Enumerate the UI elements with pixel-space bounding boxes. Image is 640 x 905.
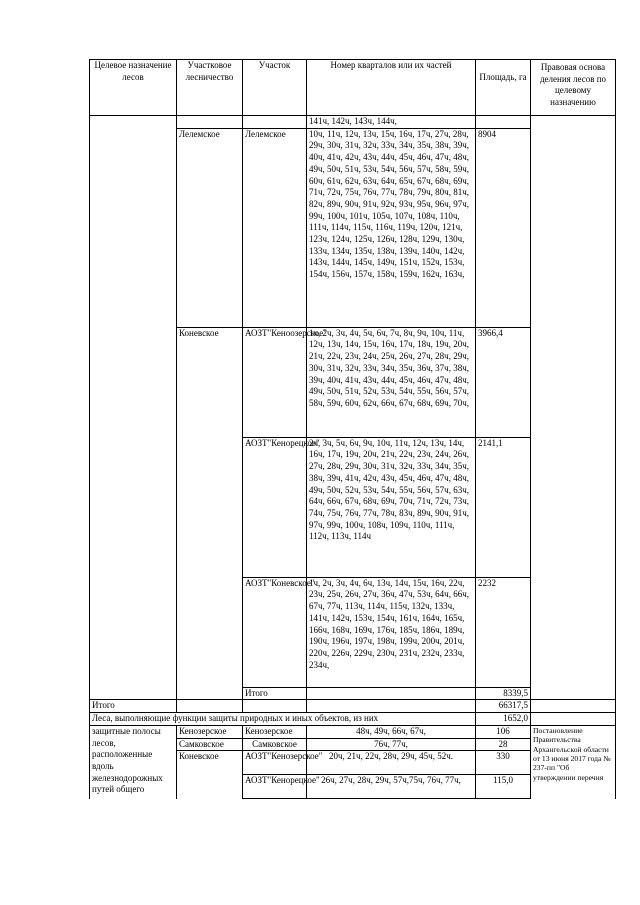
district-cell-empty	[177, 116, 243, 129]
plot-cell: Кенозерское	[243, 725, 307, 738]
district-cell: Лелемское	[177, 128, 243, 327]
area-cell: 8904	[476, 128, 531, 327]
table-row	[90, 116, 616, 129]
quarters-cell: 26ч, 27ч, 28ч, 29ч, 57ч,75ч, 76ч, 77ч,	[307, 775, 476, 799]
plot-cell: АОЗТ"Кенорецкое"	[243, 775, 307, 799]
district-cell: Кенозерское	[177, 725, 243, 738]
header-area: Площадь, га	[476, 60, 531, 116]
total-label: Итого	[90, 700, 177, 713]
quarters-cell: 20ч, 21ч, 22ч, 28ч, 29ч, 45ч, 52ч.	[307, 751, 476, 775]
protect-row	[90, 713, 616, 726]
rail-row	[90, 725, 616, 738]
protect-value: 1652,0	[476, 713, 531, 726]
header-quarters: Номер кварталов или их частей	[307, 60, 476, 116]
area-cell-empty	[476, 116, 531, 129]
quarters-cell: 10ч, 11ч, 12ч, 13ч, 15ч, 16ч, 17ч, 27ч, 28ч, 29ч, 30ч, 31ч, 32ч, 33ч, 34ч, 35ч, 38ч, 39ч, 40ч, 41ч, 42ч, 43ч, 44ч, 45ч, 46ч, 47ч, 48ч, 49ч, 50ч, 51ч, 53ч, 54ч, 56ч, 57ч, 58ч, 59ч, 60ч, 61ч, 62ч, 63ч, 64ч, 65ч, 67ч, 68ч, 69ч, 71ч, 72ч, 75ч, 76ч, 77ч, 78ч, 79ч, 80ч, 81ч, 82ч, 89ч, 90ч, 91ч, 92ч, 93ч, 95ч, 96ч, 97ч, 99ч, 100ч, 101ч, 105ч, 107ч, 108ч, 110ч, 111ч, 114ч, 115ч, 116ч, 119ч, 120ч, 121ч, 123ч, 124ч, 125ч, 126ч, 128ч, 129ч, 130ч, 133ч, 134ч, 135ч, 138ч, 139ч, 140ч, 142ч, 143ч, 144ч, 145ч, 149ч, 151ч, 152ч, 153ч, 154ч, 156ч, 157ч, 158ч, 159ч, 162ч, 163ч,	[307, 128, 476, 327]
plot-cell-empty	[243, 700, 307, 713]
rail-legal-basis: Постановление Правительства Архангельской области от 13 июня 2017 года № 237-пп "Об утверждении перечня	[531, 725, 616, 798]
area-cell: 115,0	[476, 775, 531, 799]
subtotal-value: 8339,5	[476, 687, 531, 700]
quarters-cell-empty	[307, 687, 476, 700]
plot-cell: Лелемское	[243, 128, 307, 327]
plot-cell: АОЗТ"Кеноозерское"	[243, 327, 307, 437]
protect-label: Леса, выполняющие функции защиты природных и иных объектов, из них	[90, 713, 476, 726]
quarters-cell-empty	[307, 700, 476, 713]
forest-purpose-table	[89, 59, 616, 799]
subtotal-label: Итого	[243, 687, 307, 700]
district-cell: Коневское	[177, 327, 243, 700]
area-cell: 2141,1	[476, 437, 531, 577]
header-legal-basis: Правовая основа деления лесов по целевому назначению	[531, 60, 616, 116]
quarters-cell: 1ч, 2ч, 3ч, 4ч, 5ч, 6ч, 7ч, 8ч, 9ч, 10ч, 11ч, 12ч, 13ч, 14ч, 15ч, 16ч, 17ч, 18ч, 19ч, 20ч, 21ч, 22ч, 23ч, 24ч, 25ч, 26ч, 27ч, 28ч, 29ч, 30ч, 31ч, 32ч, 33ч, 34ч, 35ч, 36ч, 37ч, 38ч, 39ч, 40ч, 41ч, 43ч, 44ч, 45ч, 46ч, 47ч, 48ч, 49ч, 50ч, 51ч, 52ч, 53ч, 54ч, 55ч, 56ч, 57ч, 58ч, 59ч, 60ч, 62ч, 66ч, 67ч, 68ч, 69ч, 70ч,	[307, 327, 476, 437]
header-plot: Участок	[243, 60, 307, 116]
legal-basis-cell-empty	[531, 116, 616, 700]
district-cell-empty	[177, 700, 243, 713]
quarters-cell: 141ч, 142ч, 143ч, 144ч,	[307, 116, 476, 129]
total-row	[90, 700, 616, 713]
purpose-cell-empty	[90, 116, 177, 700]
plot-cell-empty	[243, 116, 307, 129]
plot-cell: АОЗТ"Кенозерское"	[243, 751, 307, 775]
plot-cell: Самковское	[243, 738, 307, 751]
quarters-cell: 2ч, 3ч, 5ч, 6ч, 9ч, 10ч, 11ч, 12ч, 13ч, 14ч, 16ч, 17ч, 19ч, 20ч, 21ч, 22ч, 23ч, 24ч, 26ч, 27ч, 28ч, 29ч, 30ч, 31ч, 32ч, 33ч, 34ч, 35ч, 38ч, 39ч, 41ч, 42ч, 43ч, 45ч, 46ч, 47ч, 48ч, 49ч, 50ч, 52ч, 53ч, 54ч, 55ч, 56ч, 57ч, 63ч, 64ч, 66ч, 67ч, 68ч, 69ч, 70ч, 71ч, 72ч, 73ч, 74ч, 75ч, 76ч, 77ч, 78ч, 83ч, 89ч, 90ч, 91ч, 97ч, 99ч, 100ч, 108ч, 109ч, 110ч, 111ч, 112ч, 113ч, 114ч	[307, 437, 476, 577]
rail-purpose: защитные полосы лесов, расположенные вдоль железнодорожных путей общего	[90, 725, 177, 798]
quarters-cell: 48ч, 49ч, 66ч, 67ч,	[307, 725, 476, 738]
area-cell: 28	[476, 738, 531, 751]
table-header-row	[90, 60, 616, 116]
area-cell: 2232	[476, 577, 531, 687]
quarters-cell: 1ч, 2ч, 3ч, 4ч, 6ч, 13ч, 14ч, 15ч, 16ч, 22ч, 23ч, 25ч, 26ч, 27ч, 36ч, 47ч, 53ч, 64ч, 66ч, 67ч, 77ч, 113ч, 114ч, 115ч, 132ч, 133ч, 141ч, 142ч, 153ч, 154ч, 161ч, 164ч, 165ч, 166ч, 168ч, 169ч, 176ч, 185ч, 186ч, 189ч, 190ч, 196ч, 197ч, 198ч, 199ч, 200ч, 201ч, 220ч, 226ч, 229ч, 230ч, 231ч, 232ч, 233ч, 234ч,	[307, 577, 476, 687]
district-cell: Самковское	[177, 738, 243, 751]
total-value: 66317,5	[476, 700, 531, 713]
header-district-forestry: Участковое лесничество	[177, 60, 243, 116]
header-purpose: Целевое назначение лесов	[90, 60, 177, 116]
district-cell: Коневское	[177, 751, 243, 799]
area-cell: 330	[476, 751, 531, 775]
plot-cell: АОЗТ"Коневское"	[243, 577, 307, 687]
area-cell: 106	[476, 725, 531, 738]
legal-basis-cell-empty	[531, 700, 616, 713]
legal-basis-cell-empty	[531, 713, 616, 726]
area-cell: 3966,4	[476, 327, 531, 437]
quarters-cell: 76ч, 77ч,	[307, 738, 476, 751]
plot-cell: АОЗТ"Кенорецкое"	[243, 437, 307, 577]
